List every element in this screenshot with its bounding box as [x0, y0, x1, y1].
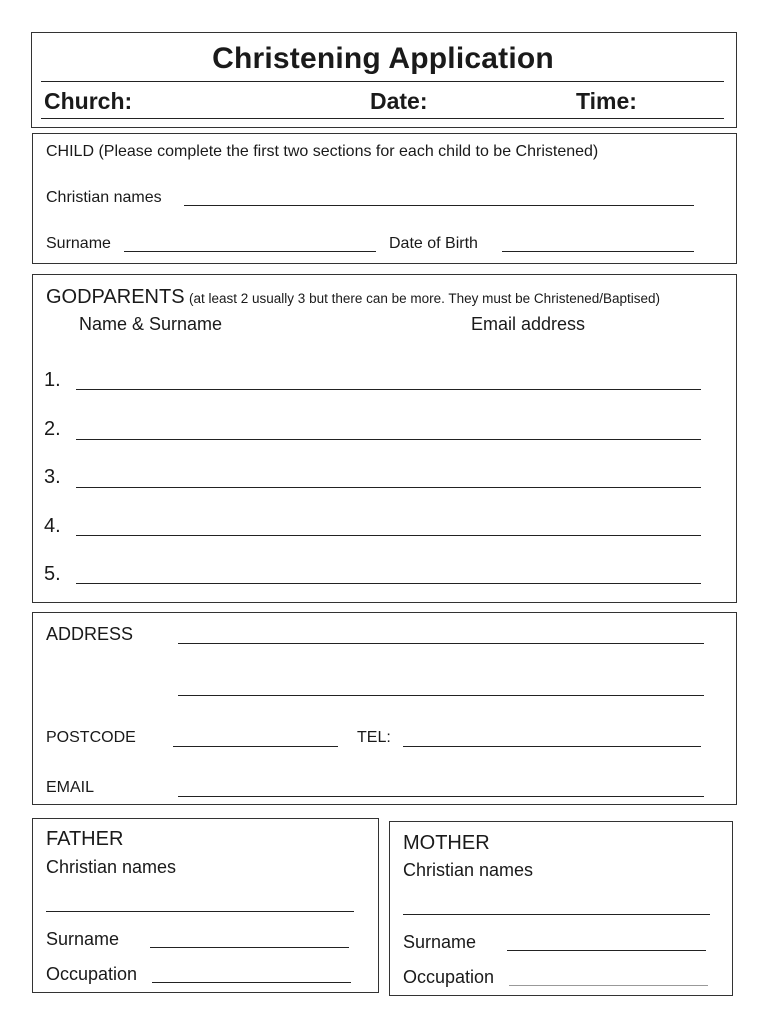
date-label: Date: — [370, 88, 428, 114]
father-surname-label: Surname — [46, 929, 120, 949]
godparent-row-number: 3. — [44, 466, 61, 488]
address-line-2[interactable] — [178, 695, 704, 696]
godparent-row-field[interactable] — [76, 389, 701, 390]
tel-label: TEL: — [357, 729, 391, 746]
father-heading: FATHER — [46, 828, 124, 850]
mother-surname-field[interactable] — [507, 950, 706, 951]
postcode-label: POSTCODE — [46, 729, 136, 746]
father-occupation-label: Occupation — [46, 964, 138, 984]
child-surname-label: Surname — [46, 235, 111, 252]
father-surname-field[interactable] — [150, 947, 349, 948]
godparents-heading: GODPARENTS — [46, 286, 185, 308]
godparents-note: (at least 2 usually 3 but there can be more. They must be Christened/Baptised) — [189, 291, 661, 306]
email-label: EMAIL — [46, 779, 95, 796]
godparent-row-number: 5. — [44, 563, 61, 585]
mother-christian-names-field[interactable] — [403, 914, 710, 915]
child-dob-label: Date of Birth — [389, 235, 478, 252]
godparents-heading-line — [46, 286, 660, 309]
form-title: Christening Application — [212, 42, 554, 75]
godparent-row-number: 4. — [44, 515, 61, 537]
header-field-line[interactable] — [41, 118, 724, 119]
godparent-row-field[interactable] — [76, 535, 701, 536]
child-christian-names-field[interactable] — [184, 205, 694, 206]
tel-field[interactable] — [403, 746, 701, 747]
address-line-1[interactable] — [178, 643, 704, 644]
child-surname-field[interactable] — [124, 251, 376, 252]
father-christian-names-label: Christian names — [46, 857, 177, 877]
mother-surname-label: Surname — [403, 932, 477, 952]
email-field[interactable] — [178, 796, 704, 797]
mother-occupation-field[interactable] — [509, 985, 708, 986]
godparent-row-field[interactable] — [76, 487, 701, 488]
title-rule — [41, 81, 724, 82]
address-label: ADDRESS — [46, 624, 134, 644]
father-occupation-field[interactable] — [152, 982, 351, 983]
godparent-row-number: 1. — [44, 369, 61, 391]
address-section — [32, 612, 737, 805]
child-dob-field[interactable] — [502, 251, 694, 252]
mother-christian-names-label: Christian names — [403, 860, 534, 880]
church-label: Church: — [44, 88, 133, 114]
col-name-header: Name & Surname — [79, 314, 223, 334]
time-label: Time: — [576, 88, 637, 114]
child-christian-names-label: Christian names — [46, 189, 162, 206]
godparent-row-field[interactable] — [76, 439, 701, 440]
godparent-row-number: 2. — [44, 418, 61, 440]
postcode-field[interactable] — [173, 746, 338, 747]
col-email-header: Email address — [471, 314, 586, 334]
mother-occupation-label: Occupation — [403, 967, 495, 987]
child-heading: CHILD (Please complete the first two sections for each child to be Christened) — [46, 143, 599, 160]
father-christian-names-field[interactable] — [46, 911, 354, 912]
mother-heading: MOTHER — [403, 832, 490, 854]
godparent-row-field[interactable] — [76, 583, 701, 584]
